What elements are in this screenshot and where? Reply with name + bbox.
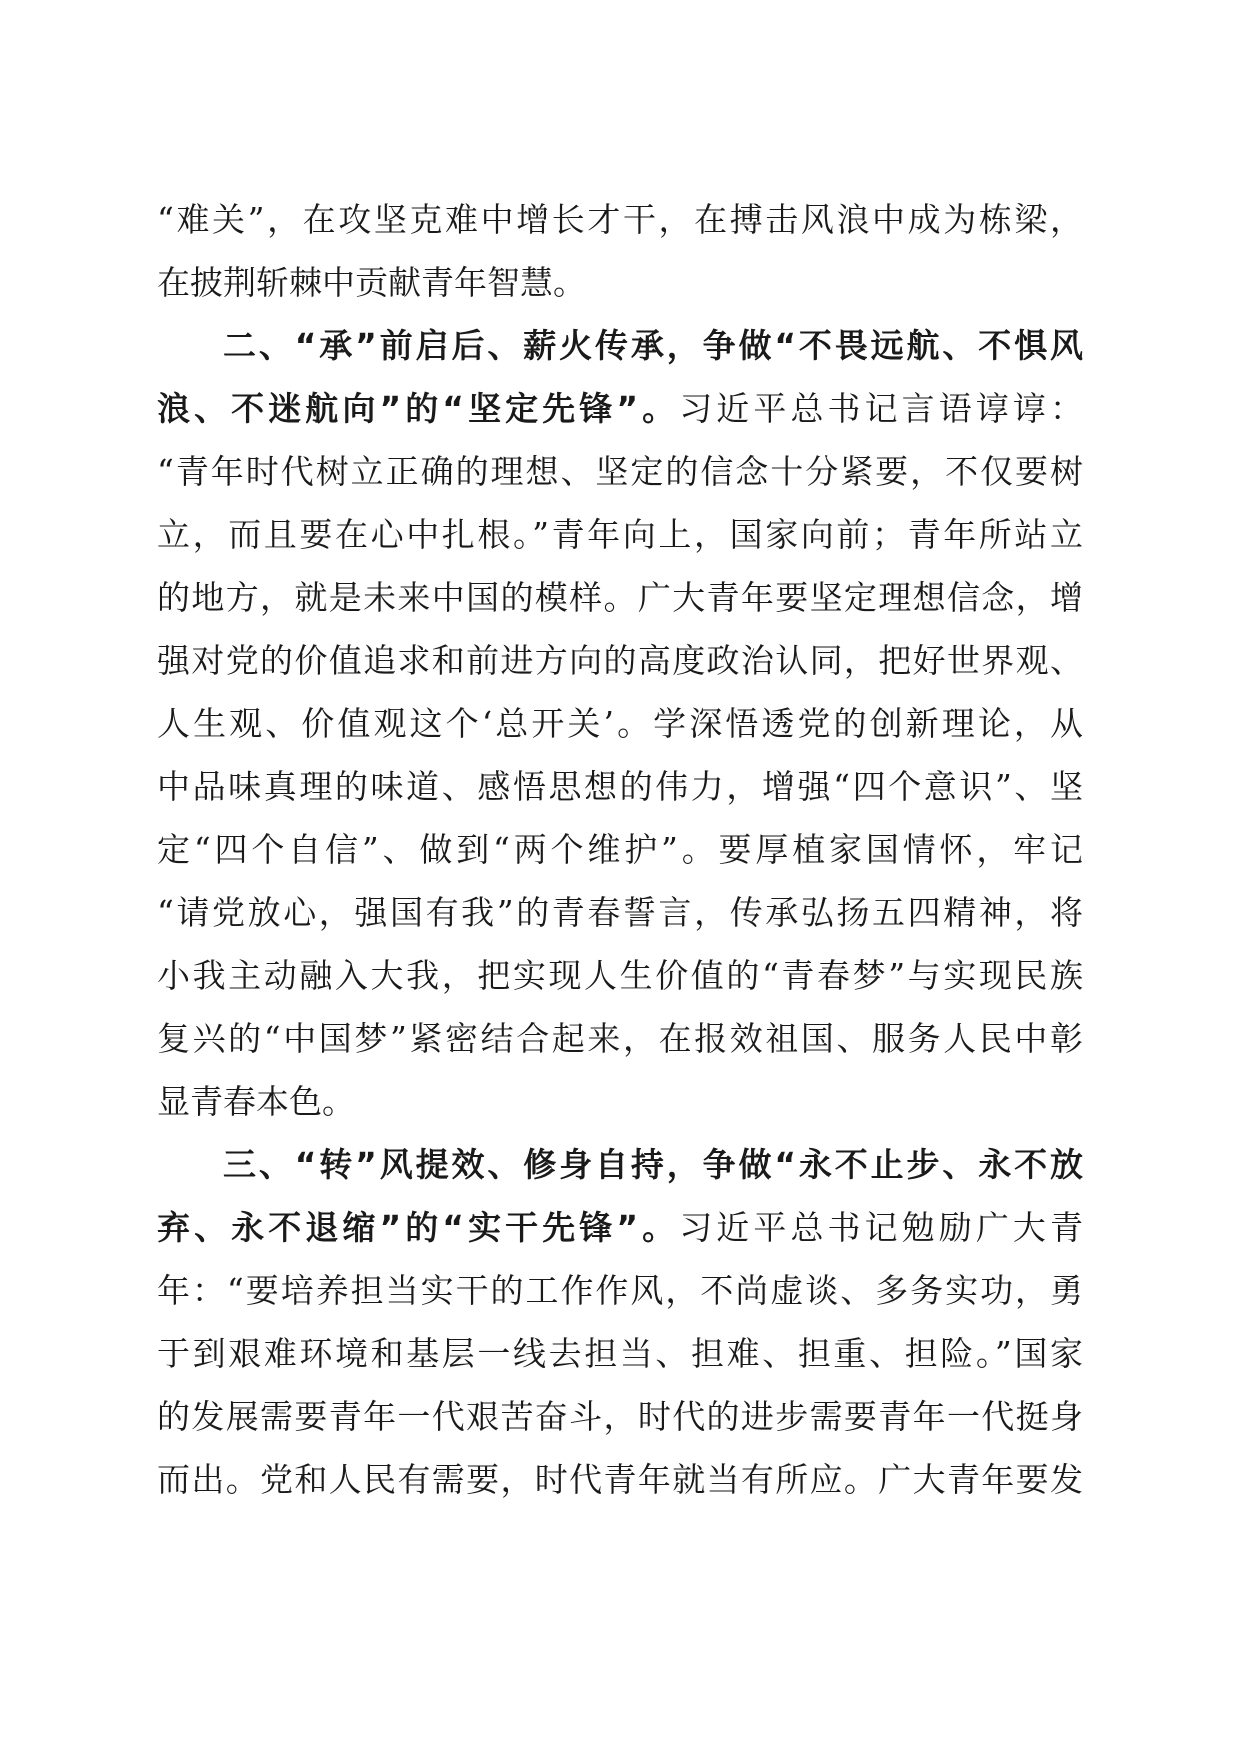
paragraph-2-line-last: 显青春本色。 bbox=[157, 1082, 355, 1121]
paragraph-3-line-2 bbox=[157, 1196, 1083, 1259]
document-body bbox=[157, 188, 1083, 1511]
paragraph-3-heading-line-1 bbox=[157, 1133, 1083, 1196]
paragraph-2-line-2-text: 习近平总书记言语谆谆： bbox=[679, 389, 1083, 428]
paragraph-3-line: 于到艰难环境和基层一线去担当、担难、担重、担险。”国家 bbox=[157, 1334, 1083, 1373]
paragraph-2-line: 强对党的价值追求和前进方向的高度政治认同，把好世界观、 bbox=[157, 641, 1083, 680]
paragraph-2-line: 定“四个自信”、做到“两个维护”。要厚植家国情怀，牢记 bbox=[157, 830, 1083, 869]
paragraph-2-line: 复兴的“中国梦”紧密结合起来，在报效祖国、服务人民中彰 bbox=[157, 1019, 1083, 1058]
paragraph-3-line-2-text: 习近平总书记勉励广大青 bbox=[679, 1208, 1083, 1247]
section-2-heading: 二、“承”前启后、薪火传承，争做“不畏远航、不惧风 bbox=[223, 326, 1083, 365]
paragraph-1-line-2: 在披荆斩棘中贡献青年智慧。 bbox=[157, 263, 586, 302]
paragraph-3-line: 的发展需要青年一代艰苦奋斗，时代的进步需要青年一代挺身 bbox=[157, 1397, 1083, 1436]
paragraph-2-line: “青年时代树立正确的理想、坚定的信念十分紧要，不仅要树 bbox=[157, 452, 1083, 491]
paragraph-2-line: 人生观、价值观这个‘总开关’。学深悟透党的创新理论，从 bbox=[157, 704, 1083, 743]
paragraph-1-line-1: “难关”，在攻坚克难中增长才干，在搏击风浪中成为栋梁， bbox=[157, 200, 1083, 239]
section-2-heading-end: 浪、不迷航向”的“坚定先锋”。 bbox=[157, 389, 680, 428]
paragraph-2-line: 的地方，就是未来中国的模样。广大青年要坚定理想信念，增 bbox=[157, 578, 1083, 617]
section-3-heading-end: 弃、永不退缩”的“实干先锋”。 bbox=[157, 1208, 680, 1247]
paragraph-2-line: 小我主动融入大我，把实现人生价值的“青春梦”与实现民族 bbox=[157, 956, 1083, 995]
paragraph-2-line-2 bbox=[157, 377, 1083, 440]
paragraph-2-line: 中品味真理的味道、感悟思想的伟力，增强“四个意识”、坚 bbox=[157, 767, 1083, 806]
section-3-heading: 三、“转”风提效、修身自持，争做“永不止步、永不放 bbox=[223, 1145, 1083, 1184]
paragraph-3-line: 而出。党和人民有需要，时代青年就当有所应。广大青年要发 bbox=[157, 1460, 1083, 1499]
paragraph-2-line: “请党放心，强国有我”的青春誓言，传承弘扬五四精神，将 bbox=[157, 893, 1083, 932]
paragraph-2-heading-line-1 bbox=[157, 314, 1083, 377]
paragraph-3-line: 年：“要培养担当实干的工作作风，不尚虚谈、多务实功，勇 bbox=[157, 1271, 1083, 1310]
paragraph-2-line: 立，而且要在心中扎根。”青年向上，国家向前；青年所站立 bbox=[157, 515, 1083, 554]
